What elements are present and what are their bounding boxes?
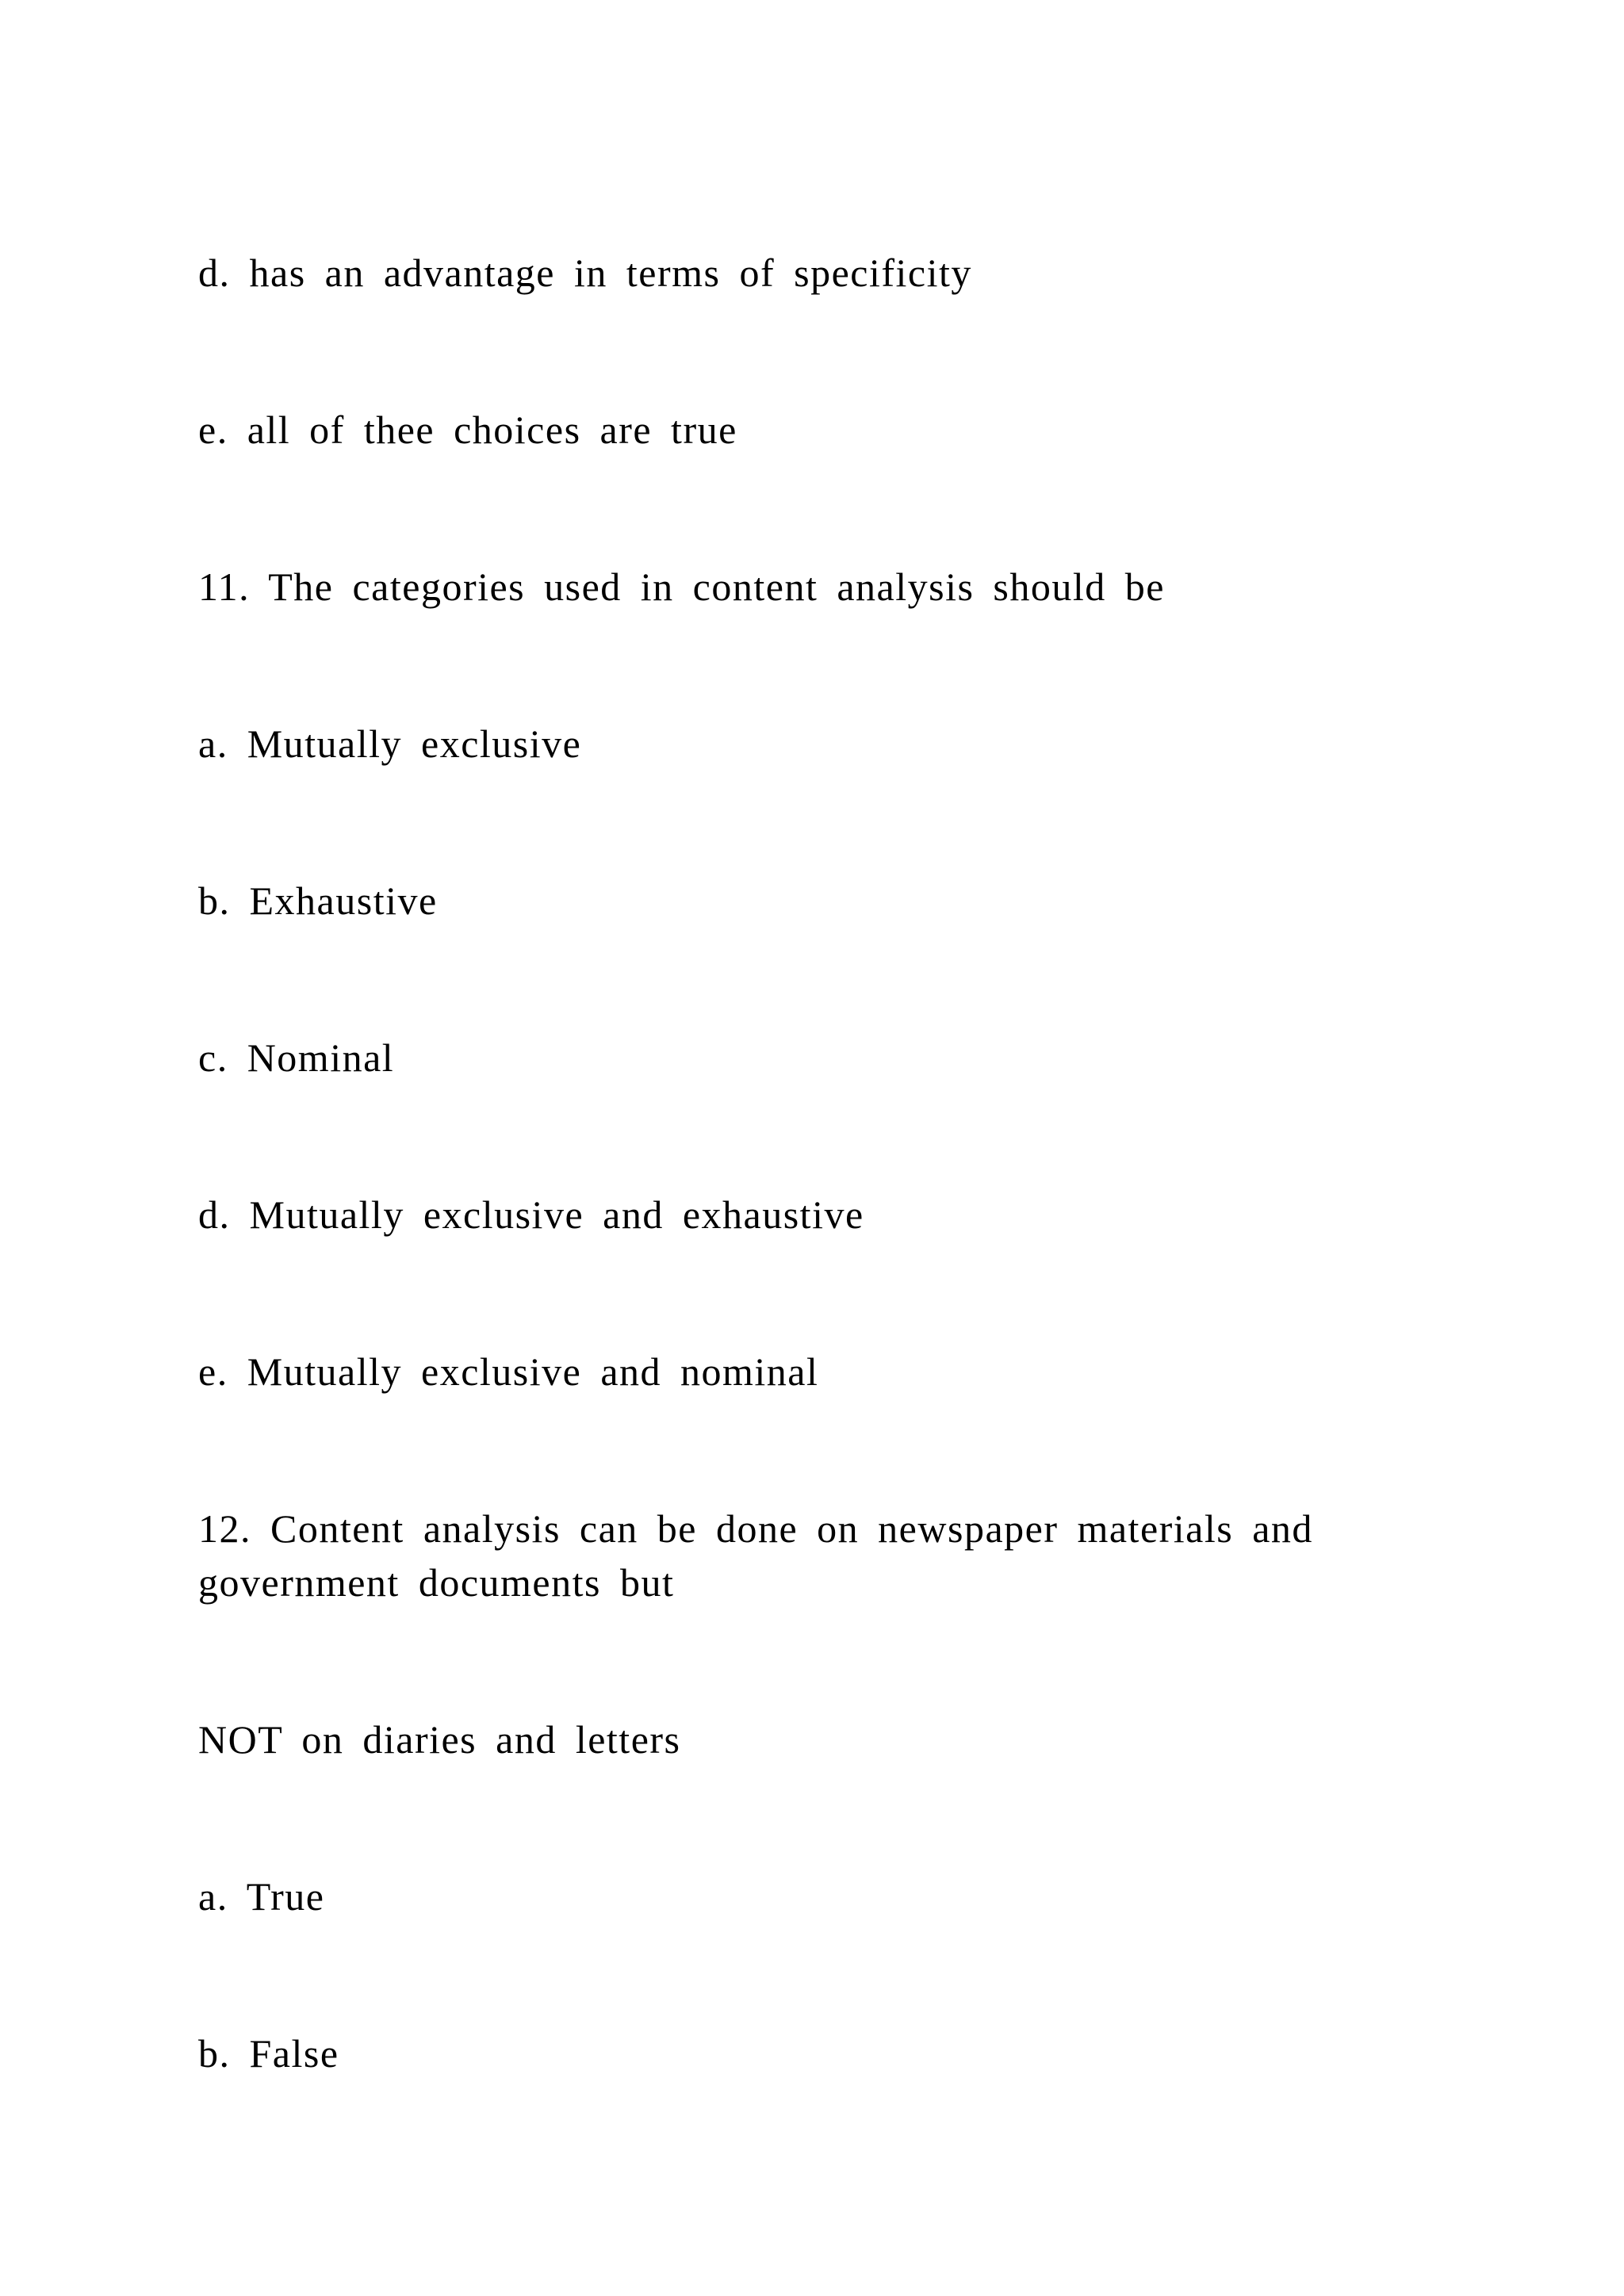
question-12-stem-line-2: government documents but (198, 1560, 675, 1605)
q11-option-a: a. Mutually exclusive (198, 721, 582, 766)
q11-option-d: d. Mutually exclusive and exhaustive (198, 1192, 864, 1237)
q11-option-c: c. Nominal (198, 1035, 395, 1080)
q12-option-b: b. False (198, 2031, 339, 2076)
q11-option-e: e. Mutually exclusive and nominal (198, 1349, 819, 1394)
q11-option-b: b. Exhaustive (198, 878, 438, 923)
question-12-stem-line-1: 12. Content analysis can be done on newspaper materials and (198, 1506, 1313, 1551)
question-12-stem-line-3: NOT on diaries and letters (198, 1717, 681, 1762)
question-11-stem: 11. The categories used in content analysis should be (198, 564, 1165, 609)
q10-option-d: d. has an advantage in terms of specificity (198, 251, 972, 295)
q10-option-e: e. all of thee choices are true (198, 408, 737, 452)
q12-option-a: a. True (198, 1874, 325, 1919)
